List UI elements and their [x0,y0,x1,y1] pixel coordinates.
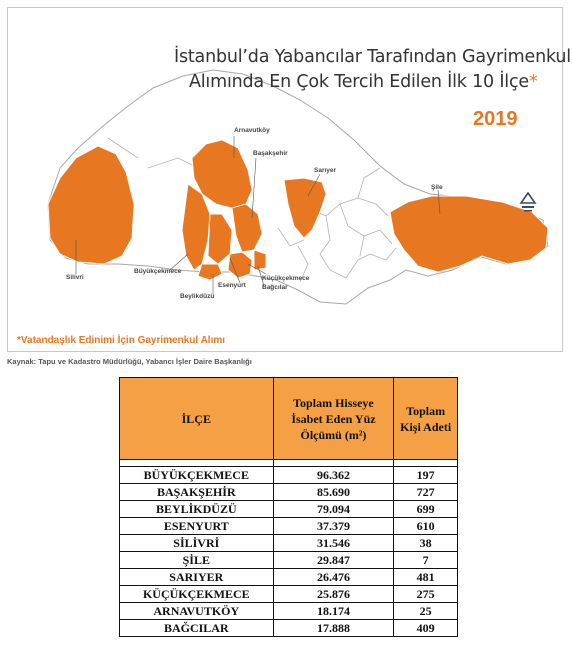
cell-share: 37.379 [273,518,394,535]
label-sile: Şile [431,184,443,191]
cell-people: 610 [394,518,458,535]
label-bagcilar: Bağcılar [262,284,288,291]
cell-share: 79.094 [273,501,394,518]
map-year: 2019 [473,108,518,130]
table-body [120,467,458,637]
header-people: Toplam Kişi Adeti [394,378,458,460]
district-bagcilar [254,250,266,270]
cell-district: KÜÇÜKÇEKMECE [120,586,274,603]
cell-share: 18.174 [273,603,394,620]
source-note: Kaynak: Tapu ve Kadastro Müdürlüğü, Yabancı İşler Daire Başkanlığı [7,357,252,366]
table-spacer [120,460,458,467]
cell-people: 727 [394,484,458,501]
table-row [120,518,458,535]
title-asterisk: * [528,72,538,92]
cell-share: 31.546 [273,535,394,552]
cell-district: ESENYURT [120,518,274,535]
label-sariyer: Sarıyer [314,167,337,174]
table-header-row [120,378,458,460]
table-row [120,603,458,620]
cell-people: 699 [394,501,458,518]
cell-share: 26.476 [273,569,394,586]
cell-people: 7 [394,552,458,569]
cell-people: 38 [394,535,458,552]
cell-district: SARIYER [120,569,274,586]
cell-share: 85.690 [273,484,394,501]
table-row [120,569,458,586]
cell-people: 409 [394,620,458,637]
label-buyukcekmece: Büyükçekmece [134,268,182,275]
district-table [119,377,458,637]
label-arnavutkoy: Arnavutköy [234,127,270,134]
table-row [120,535,458,552]
cell-share: 29.847 [273,552,394,569]
table-row [120,467,458,484]
cell-share: 25.876 [273,586,394,603]
cell-share: 96.362 [273,467,394,484]
cell-district: BÜYÜKÇEKMECE [120,467,274,484]
header-district: İLÇE [120,378,274,460]
cell-district: SİLİVRİ [120,535,274,552]
cell-people: 275 [394,586,458,603]
map-title-line-1: İstanbul’da Yabancılar Tarafından Gayrimenkul [174,47,571,67]
cell-people: 25 [394,603,458,620]
table-row [120,586,458,603]
cell-people: 481 [394,569,458,586]
label-beylikduzu: Beylikdüzü [180,293,215,300]
logo-icon [519,191,537,213]
cell-district: BEYLİKDÜZÜ [120,501,274,518]
label-esenyurt: Esenyurt [218,282,246,289]
table-row [120,620,458,637]
map-title-line-2-text: Alımında En Çok Tercih Edilen İlk 10 İlçe [189,72,529,92]
label-kucukcekmece: Küçükçekmece [262,275,310,282]
cell-share: 17.888 [273,620,394,637]
label-basaksehir: Başakşehir [253,150,288,157]
map-footnote: *Vatandaşlık Edinimi İçin Gayrimenkul Alımı [17,335,226,346]
district-beylikduzu [198,264,222,280]
district-silivri [48,146,134,264]
header-share: Toplam Hisseye İsabet Eden Yüz Ölçümü (m²) [273,378,394,460]
cell-district: ŞİLE [120,552,274,569]
cell-people: 197 [394,467,458,484]
map-title-line-2 [189,72,538,92]
table-row [120,552,458,569]
cell-district: BAŞAKŞEHİR [120,484,274,501]
table-row [120,501,458,518]
table-row [120,484,458,501]
cell-district: ARNAVUTKÖY [120,603,274,620]
map-panel [7,7,571,352]
label-silivri: Silivri [66,274,84,281]
cell-district: BAĞCILAR [120,620,274,637]
